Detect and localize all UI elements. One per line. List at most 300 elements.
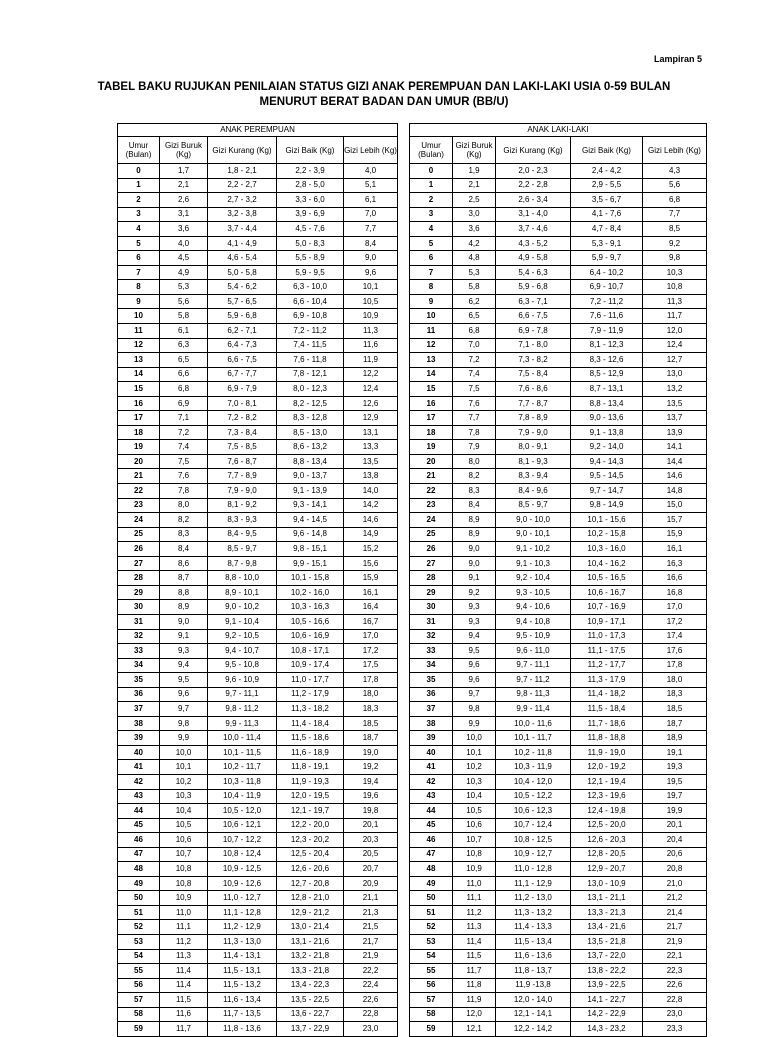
cell-gizi-kurang: 6,2 - 7,1 bbox=[208, 324, 277, 339]
cell-gizi-buruk: 10,5 bbox=[160, 818, 208, 833]
cell-gizi-lebih: 12,0 bbox=[643, 324, 707, 339]
cell-gizi-buruk: 6,6 bbox=[160, 367, 208, 382]
cell-gizi-buruk: 10,6 bbox=[453, 818, 496, 833]
table-row bbox=[410, 454, 707, 469]
table-row bbox=[410, 847, 707, 862]
cell-gizi-buruk: 3,1 bbox=[160, 207, 208, 222]
cell-umur: 50 bbox=[118, 891, 160, 906]
cell-gizi-baik: 13,7 - 22,0 bbox=[571, 949, 643, 964]
cell-gizi-buruk: 1,7 bbox=[160, 164, 208, 179]
cell-gizi-baik: 3,3 - 6,0 bbox=[277, 193, 344, 208]
cell-gizi-buruk: 10,0 bbox=[160, 745, 208, 760]
cell-gizi-kurang: 8,0 - 9,1 bbox=[496, 440, 571, 455]
cell-gizi-baik: 8,8 - 13,4 bbox=[571, 396, 643, 411]
cell-gizi-kurang: 7,7 - 8,7 bbox=[496, 396, 571, 411]
table-row bbox=[118, 222, 398, 237]
cell-gizi-lebih: 22,2 bbox=[344, 964, 398, 979]
cell-gizi-baik: 14,1 - 22,7 bbox=[571, 993, 643, 1008]
table-row bbox=[118, 440, 398, 455]
cell-umur: 15 bbox=[118, 382, 160, 397]
cell-umur: 38 bbox=[410, 716, 453, 731]
cell-umur: 25 bbox=[118, 527, 160, 542]
cell-gizi-buruk: 8,4 bbox=[453, 498, 496, 513]
table-group-title: ANAK PEREMPUAN bbox=[118, 124, 398, 137]
cell-gizi-buruk: 7,7 bbox=[453, 411, 496, 426]
cell-gizi-buruk: 9,7 bbox=[160, 702, 208, 717]
cell-gizi-baik: 8,5 - 13,0 bbox=[277, 425, 344, 440]
cell-gizi-kurang: 4,6 - 5,4 bbox=[208, 251, 277, 266]
table-group-title: ANAK LAKI-LAKI bbox=[410, 124, 707, 137]
table-row bbox=[118, 178, 398, 193]
cell-umur: 32 bbox=[410, 629, 453, 644]
table-row bbox=[410, 527, 707, 542]
cell-gizi-lebih: 22,6 bbox=[344, 993, 398, 1008]
cell-gizi-buruk: 8,3 bbox=[453, 484, 496, 499]
cell-gizi-buruk: 10,6 bbox=[160, 833, 208, 848]
title-line-2: MENURUT BERAT BADAN DAN UMUR (BB/U) bbox=[259, 96, 509, 108]
cell-gizi-kurang: 2,2 - 2,7 bbox=[208, 178, 277, 193]
cell-umur: 34 bbox=[118, 658, 160, 673]
table-row bbox=[118, 556, 398, 571]
cell-umur: 59 bbox=[410, 1022, 453, 1037]
cell-gizi-lebih: 18,7 bbox=[344, 731, 398, 746]
cell-umur: 23 bbox=[118, 498, 160, 513]
cell-gizi-baik: 11,9 - 19,3 bbox=[277, 774, 344, 789]
cell-gizi-buruk: 9,9 bbox=[160, 731, 208, 746]
column-header-gizi-baik: Gizi Baik (Kg) bbox=[277, 137, 344, 164]
cell-umur: 50 bbox=[410, 891, 453, 906]
cell-gizi-baik: 13,3 - 21,8 bbox=[277, 964, 344, 979]
cell-gizi-lebih: 13,2 bbox=[643, 382, 707, 397]
cell-gizi-lebih: 10,8 bbox=[643, 280, 707, 295]
cell-gizi-kurang: 5,7 - 6,5 bbox=[208, 294, 277, 309]
cell-umur: 54 bbox=[118, 949, 160, 964]
cell-gizi-buruk: 7,9 bbox=[453, 440, 496, 455]
cell-gizi-baik: 13,8 - 22,2 bbox=[571, 964, 643, 979]
table-row bbox=[118, 964, 398, 979]
cell-gizi-lebih: 21,9 bbox=[643, 934, 707, 949]
cell-gizi-lebih: 15,6 bbox=[344, 556, 398, 571]
table-row bbox=[118, 993, 398, 1008]
table-row bbox=[118, 818, 398, 833]
cell-gizi-kurang: 11,2 - 13,0 bbox=[496, 891, 571, 906]
cell-umur: 20 bbox=[118, 454, 160, 469]
cell-gizi-lebih: 23,0 bbox=[344, 1022, 398, 1037]
cell-gizi-kurang: 10,1 - 11,7 bbox=[496, 731, 571, 746]
cell-gizi-kurang: 9,2 - 10,4 bbox=[496, 571, 571, 586]
cell-gizi-kurang: 9,2 - 10,5 bbox=[208, 629, 277, 644]
cell-gizi-baik: 6,3 - 10,0 bbox=[277, 280, 344, 295]
cell-umur: 14 bbox=[118, 367, 160, 382]
cell-gizi-lebih: 9,0 bbox=[344, 251, 398, 266]
cell-gizi-buruk: 10,9 bbox=[453, 862, 496, 877]
table-row bbox=[118, 731, 398, 746]
cell-gizi-baik: 2,2 - 3,9 bbox=[277, 164, 344, 179]
cell-gizi-kurang: 8,1 - 9,3 bbox=[496, 454, 571, 469]
cell-gizi-lebih: 23,0 bbox=[643, 1007, 707, 1022]
cell-gizi-kurang: 10,3 - 11,8 bbox=[208, 774, 277, 789]
cell-umur: 21 bbox=[118, 469, 160, 484]
cell-gizi-buruk: 4,0 bbox=[160, 236, 208, 251]
table-row bbox=[118, 702, 398, 717]
cell-gizi-buruk: 9,9 bbox=[453, 716, 496, 731]
cell-gizi-kurang: 10,9 - 12,5 bbox=[208, 862, 277, 877]
cell-gizi-baik: 7,6 - 11,6 bbox=[571, 309, 643, 324]
cell-umur: 56 bbox=[410, 978, 453, 993]
cell-gizi-kurang: 6,7 - 7,7 bbox=[208, 367, 277, 382]
table-row bbox=[410, 862, 707, 877]
table-row bbox=[410, 949, 707, 964]
table-row bbox=[118, 673, 398, 688]
cell-umur: 28 bbox=[118, 571, 160, 586]
cell-gizi-buruk: 9,6 bbox=[160, 687, 208, 702]
cell-gizi-lebih: 21,3 bbox=[344, 905, 398, 920]
cell-gizi-kurang: 9,8 - 11,3 bbox=[496, 687, 571, 702]
table-row bbox=[118, 382, 398, 397]
cell-gizi-lebih: 22,4 bbox=[344, 978, 398, 993]
table-row bbox=[410, 338, 707, 353]
cell-gizi-buruk: 9,3 bbox=[160, 644, 208, 659]
cell-gizi-lebih: 19,2 bbox=[344, 760, 398, 775]
cell-gizi-buruk: 7,8 bbox=[453, 425, 496, 440]
cell-gizi-kurang: 8,5 - 9,7 bbox=[496, 498, 571, 513]
cell-gizi-buruk: 6,8 bbox=[160, 382, 208, 397]
cell-gizi-buruk: 10,1 bbox=[453, 745, 496, 760]
cell-umur: 52 bbox=[118, 920, 160, 935]
cell-gizi-baik: 11,5 - 18,4 bbox=[571, 702, 643, 717]
table-row bbox=[410, 382, 707, 397]
table-row bbox=[410, 745, 707, 760]
cell-gizi-buruk: 11,2 bbox=[160, 934, 208, 949]
cell-gizi-baik: 11,8 - 18,8 bbox=[571, 731, 643, 746]
cell-gizi-baik: 9,4 - 14,3 bbox=[571, 454, 643, 469]
cell-gizi-baik: 10,3 - 16,0 bbox=[571, 542, 643, 557]
cell-umur: 47 bbox=[118, 847, 160, 862]
cell-gizi-buruk: 2,1 bbox=[160, 178, 208, 193]
cell-gizi-lebih: 21,0 bbox=[643, 876, 707, 891]
cell-umur: 32 bbox=[118, 629, 160, 644]
cell-gizi-buruk: 8,4 bbox=[160, 542, 208, 557]
table-row bbox=[410, 440, 707, 455]
cell-umur: 16 bbox=[410, 396, 453, 411]
cell-umur: 30 bbox=[410, 600, 453, 615]
table-row bbox=[410, 324, 707, 339]
cell-gizi-baik: 6,9 - 10,8 bbox=[277, 309, 344, 324]
cell-gizi-lebih: 13,5 bbox=[643, 396, 707, 411]
table-row bbox=[410, 716, 707, 731]
table-row bbox=[410, 905, 707, 920]
table-row bbox=[118, 949, 398, 964]
cell-gizi-lebih: 11,3 bbox=[344, 324, 398, 339]
cell-gizi-baik: 9,9 - 15,1 bbox=[277, 556, 344, 571]
cell-gizi-kurang: 8,4 - 9,5 bbox=[208, 527, 277, 542]
cell-gizi-baik: 9,8 - 14,9 bbox=[571, 498, 643, 513]
cell-gizi-lebih: 15,2 bbox=[344, 542, 398, 557]
table-body bbox=[410, 164, 707, 1037]
cell-umur: 57 bbox=[410, 993, 453, 1008]
cell-gizi-buruk: 8,0 bbox=[453, 454, 496, 469]
table-row bbox=[118, 891, 398, 906]
cell-gizi-baik: 13,4 - 22,3 bbox=[277, 978, 344, 993]
cell-umur: 51 bbox=[410, 905, 453, 920]
cell-gizi-kurang: 9,8 - 11,2 bbox=[208, 702, 277, 717]
table-row bbox=[410, 978, 707, 993]
cell-gizi-buruk: 4,5 bbox=[160, 251, 208, 266]
cell-gizi-baik: 13,1 - 21,6 bbox=[277, 934, 344, 949]
cell-gizi-kurang: 10,8 - 12,4 bbox=[208, 847, 277, 862]
cell-gizi-buruk: 7,2 bbox=[453, 353, 496, 368]
cell-gizi-buruk: 10,0 bbox=[453, 731, 496, 746]
cell-gizi-kurang: 9,7 - 11,1 bbox=[496, 658, 571, 673]
cell-gizi-lebih: 22,8 bbox=[344, 1007, 398, 1022]
cell-gizi-kurang: 10,4 - 12,0 bbox=[496, 774, 571, 789]
cell-umur: 27 bbox=[118, 556, 160, 571]
cell-gizi-kurang: 10,0 - 11,4 bbox=[208, 731, 277, 746]
cell-gizi-baik: 8,3 - 12,8 bbox=[277, 411, 344, 426]
cell-gizi-kurang: 7,2 - 8,2 bbox=[208, 411, 277, 426]
cell-umur: 6 bbox=[410, 251, 453, 266]
cell-gizi-lebih: 11,9 bbox=[344, 353, 398, 368]
cell-umur: 43 bbox=[118, 789, 160, 804]
cell-gizi-buruk: 9,1 bbox=[453, 571, 496, 586]
column-header-gizi-kurang: Gizi Kurang (Kg) bbox=[208, 137, 277, 164]
cell-gizi-lebih: 10,3 bbox=[643, 265, 707, 280]
table-row bbox=[118, 309, 398, 324]
cell-gizi-buruk: 11,5 bbox=[160, 993, 208, 1008]
table-row bbox=[118, 978, 398, 993]
cell-gizi-lebih: 19,8 bbox=[344, 804, 398, 819]
cell-gizi-lebih: 12,4 bbox=[643, 338, 707, 353]
cell-umur: 24 bbox=[118, 513, 160, 528]
cell-gizi-lebih: 13,5 bbox=[344, 454, 398, 469]
cell-umur: 1 bbox=[410, 178, 453, 193]
cell-gizi-kurang: 10,9 - 12,7 bbox=[496, 847, 571, 862]
cell-gizi-baik: 11,3 - 18,2 bbox=[277, 702, 344, 717]
table-row bbox=[118, 789, 398, 804]
cell-gizi-baik: 2,4 - 4,2 bbox=[571, 164, 643, 179]
cell-umur: 59 bbox=[118, 1022, 160, 1037]
cell-gizi-lebih: 12,6 bbox=[344, 396, 398, 411]
cell-gizi-baik: 6,6 - 10,4 bbox=[277, 294, 344, 309]
cell-gizi-buruk: 3,6 bbox=[453, 222, 496, 237]
cell-gizi-kurang: 6,9 - 7,8 bbox=[496, 324, 571, 339]
cell-gizi-lebih: 20,1 bbox=[344, 818, 398, 833]
cell-gizi-kurang: 10,6 - 12,1 bbox=[208, 818, 277, 833]
cell-gizi-kurang: 11,6 - 13,6 bbox=[496, 949, 571, 964]
cell-umur: 52 bbox=[410, 920, 453, 935]
cell-gizi-buruk: 10,7 bbox=[160, 847, 208, 862]
cell-gizi-kurang: 8,7 - 9,8 bbox=[208, 556, 277, 571]
cell-gizi-lebih: 14,1 bbox=[643, 440, 707, 455]
cell-gizi-baik: 14,3 - 23,2 bbox=[571, 1022, 643, 1037]
cell-gizi-kurang: 9,5 - 10,8 bbox=[208, 658, 277, 673]
cell-gizi-lebih: 13,8 bbox=[344, 469, 398, 484]
table-row bbox=[118, 294, 398, 309]
cell-gizi-lebih: 8,4 bbox=[344, 236, 398, 251]
cell-gizi-buruk: 8,9 bbox=[453, 513, 496, 528]
cell-gizi-kurang: 11,0 - 12,7 bbox=[208, 891, 277, 906]
cell-gizi-buruk: 9,3 bbox=[453, 600, 496, 615]
table-row bbox=[410, 251, 707, 266]
cell-gizi-buruk: 6,9 bbox=[160, 396, 208, 411]
cell-gizi-kurang: 6,4 - 7,3 bbox=[208, 338, 277, 353]
cell-gizi-baik: 13,5 - 22,5 bbox=[277, 993, 344, 1008]
cell-gizi-baik: 12,0 - 19,2 bbox=[571, 760, 643, 775]
table-row bbox=[118, 847, 398, 862]
cell-umur: 47 bbox=[410, 847, 453, 862]
cell-gizi-baik: 11,2 - 17,9 bbox=[277, 687, 344, 702]
cell-gizi-baik: 10,3 - 16,3 bbox=[277, 600, 344, 615]
cell-gizi-kurang: 11,5 - 13,4 bbox=[496, 934, 571, 949]
cell-gizi-kurang: 2,6 - 3,4 bbox=[496, 193, 571, 208]
table-row bbox=[118, 425, 398, 440]
cell-gizi-baik: 12,1 - 19,7 bbox=[277, 804, 344, 819]
table-row bbox=[410, 498, 707, 513]
cell-gizi-kurang: 8,9 - 10,1 bbox=[208, 585, 277, 600]
cell-gizi-kurang: 7,7 - 8,9 bbox=[208, 469, 277, 484]
cell-umur: 33 bbox=[410, 644, 453, 659]
cell-gizi-kurang: 2,2 - 2,8 bbox=[496, 178, 571, 193]
cell-gizi-buruk: 11,9 bbox=[453, 993, 496, 1008]
table-row bbox=[410, 484, 707, 499]
cell-gizi-lebih: 5,1 bbox=[344, 178, 398, 193]
cell-gizi-kurang: 9,1 - 10,3 bbox=[496, 556, 571, 571]
cell-gizi-kurang: 9,4 - 10,8 bbox=[496, 614, 571, 629]
cell-gizi-buruk: 11,7 bbox=[453, 964, 496, 979]
cell-gizi-baik: 8,8 - 13,4 bbox=[277, 454, 344, 469]
cell-gizi-kurang: 4,3 - 5,2 bbox=[496, 236, 571, 251]
cell-gizi-kurang: 9,1 - 10,4 bbox=[208, 614, 277, 629]
cell-gizi-kurang: 5,0 - 5,8 bbox=[208, 265, 277, 280]
cell-gizi-lebih: 18,0 bbox=[344, 687, 398, 702]
cell-gizi-baik: 12,8 - 21,0 bbox=[277, 891, 344, 906]
cell-umur: 45 bbox=[410, 818, 453, 833]
cell-gizi-kurang: 9,4 - 10,6 bbox=[496, 600, 571, 615]
table-row bbox=[410, 571, 707, 586]
cell-gizi-buruk: 10,8 bbox=[160, 876, 208, 891]
cell-gizi-baik: 4,1 - 7,6 bbox=[571, 207, 643, 222]
cell-gizi-kurang: 5,4 - 6,3 bbox=[496, 265, 571, 280]
cell-gizi-lebih: 22,8 bbox=[643, 993, 707, 1008]
cell-gizi-lebih: 6,1 bbox=[344, 193, 398, 208]
cell-umur: 42 bbox=[410, 774, 453, 789]
table-row bbox=[118, 324, 398, 339]
cell-gizi-buruk: 10,4 bbox=[160, 804, 208, 819]
cell-gizi-lebih: 17,0 bbox=[344, 629, 398, 644]
cell-umur: 36 bbox=[410, 687, 453, 702]
cell-gizi-kurang: 11,8 - 13,6 bbox=[208, 1022, 277, 1037]
table-row bbox=[118, 658, 398, 673]
table-row bbox=[118, 527, 398, 542]
table-row bbox=[118, 760, 398, 775]
cell-gizi-baik: 10,8 - 17,1 bbox=[277, 644, 344, 659]
cell-gizi-buruk: 5,3 bbox=[160, 280, 208, 295]
table-row bbox=[118, 687, 398, 702]
cell-umur: 21 bbox=[410, 469, 453, 484]
cell-gizi-baik: 11,3 - 17,9 bbox=[571, 673, 643, 688]
cell-gizi-buruk: 9,7 bbox=[453, 687, 496, 702]
cell-umur: 29 bbox=[118, 585, 160, 600]
cell-gizi-baik: 8,7 - 13,1 bbox=[571, 382, 643, 397]
cell-gizi-kurang: 11,4 - 13,1 bbox=[208, 949, 277, 964]
column-header-gizi-buruk: Gizi Buruk (Kg) bbox=[453, 137, 496, 164]
cell-gizi-baik: 10,6 - 16,7 bbox=[571, 585, 643, 600]
cell-gizi-kurang: 4,9 - 5,8 bbox=[496, 251, 571, 266]
cell-gizi-kurang: 11,0 - 12,8 bbox=[496, 862, 571, 877]
cell-gizi-kurang: 6,6 - 7,5 bbox=[496, 309, 571, 324]
cell-gizi-kurang: 8,8 - 10,0 bbox=[208, 571, 277, 586]
cell-umur: 8 bbox=[118, 280, 160, 295]
cell-gizi-kurang: 3,2 - 3,8 bbox=[208, 207, 277, 222]
cell-gizi-buruk: 8,7 bbox=[160, 571, 208, 586]
cell-gizi-buruk: 6,5 bbox=[160, 353, 208, 368]
cell-gizi-lebih: 15,9 bbox=[643, 527, 707, 542]
cell-umur: 20 bbox=[410, 454, 453, 469]
cell-gizi-buruk: 8,9 bbox=[160, 600, 208, 615]
table-row bbox=[410, 876, 707, 891]
cell-gizi-lebih: 21,7 bbox=[344, 934, 398, 949]
cell-gizi-buruk: 10,7 bbox=[453, 833, 496, 848]
cell-umur: 26 bbox=[118, 542, 160, 557]
cell-umur: 18 bbox=[410, 425, 453, 440]
cell-gizi-baik: 11,4 - 18,2 bbox=[571, 687, 643, 702]
cell-gizi-lebih: 20,5 bbox=[344, 847, 398, 862]
cell-gizi-lebih: 13,1 bbox=[344, 425, 398, 440]
cell-gizi-baik: 12,1 - 19,4 bbox=[571, 774, 643, 789]
cell-gizi-lebih: 21,7 bbox=[643, 920, 707, 935]
cell-gizi-baik: 7,2 - 11,2 bbox=[277, 324, 344, 339]
cell-gizi-lebih: 16,8 bbox=[643, 585, 707, 600]
table-row bbox=[410, 818, 707, 833]
table-row bbox=[410, 934, 707, 949]
table-row bbox=[118, 251, 398, 266]
cell-gizi-kurang: 11,6 - 13,4 bbox=[208, 993, 277, 1008]
cell-gizi-buruk: 3,0 bbox=[453, 207, 496, 222]
cell-gizi-lebih: 18,0 bbox=[643, 673, 707, 688]
cell-gizi-lebih: 20,8 bbox=[643, 862, 707, 877]
cell-gizi-lebih: 10,5 bbox=[344, 294, 398, 309]
cell-gizi-buruk: 11,5 bbox=[453, 949, 496, 964]
table-row bbox=[410, 789, 707, 804]
cell-gizi-buruk: 10,2 bbox=[160, 774, 208, 789]
cell-gizi-baik: 2,8 - 5,0 bbox=[277, 178, 344, 193]
cell-gizi-kurang: 9,9 - 11,4 bbox=[496, 702, 571, 717]
cell-gizi-baik: 9,5 - 14,5 bbox=[571, 469, 643, 484]
cell-gizi-buruk: 10,1 bbox=[160, 760, 208, 775]
cell-gizi-baik: 6,4 - 10,2 bbox=[571, 265, 643, 280]
cell-gizi-lebih: 22,6 bbox=[643, 978, 707, 993]
cell-gizi-baik: 13,1 - 21,1 bbox=[571, 891, 643, 906]
table-row bbox=[410, 964, 707, 979]
cell-gizi-lebih: 18,3 bbox=[344, 702, 398, 717]
cell-umur: 35 bbox=[118, 673, 160, 688]
table-row bbox=[410, 920, 707, 935]
table-row bbox=[118, 164, 398, 179]
cell-gizi-baik: 9,0 - 13,6 bbox=[571, 411, 643, 426]
cell-gizi-kurang: 3,1 - 4,0 bbox=[496, 207, 571, 222]
table-row bbox=[118, 934, 398, 949]
cell-gizi-lebih: 19,9 bbox=[643, 804, 707, 819]
cell-gizi-baik: 9,7 - 14,7 bbox=[571, 484, 643, 499]
cell-gizi-baik: 10,9 - 17,1 bbox=[571, 614, 643, 629]
cell-gizi-kurang: 9,0 - 10,0 bbox=[496, 513, 571, 528]
table-row bbox=[118, 745, 398, 760]
cell-gizi-lebih: 17,4 bbox=[643, 629, 707, 644]
cell-gizi-baik: 12,9 - 20,7 bbox=[571, 862, 643, 877]
cell-gizi-lebih: 14,8 bbox=[643, 484, 707, 499]
cell-gizi-baik: 9,6 - 14,8 bbox=[277, 527, 344, 542]
cell-umur: 39 bbox=[410, 731, 453, 746]
